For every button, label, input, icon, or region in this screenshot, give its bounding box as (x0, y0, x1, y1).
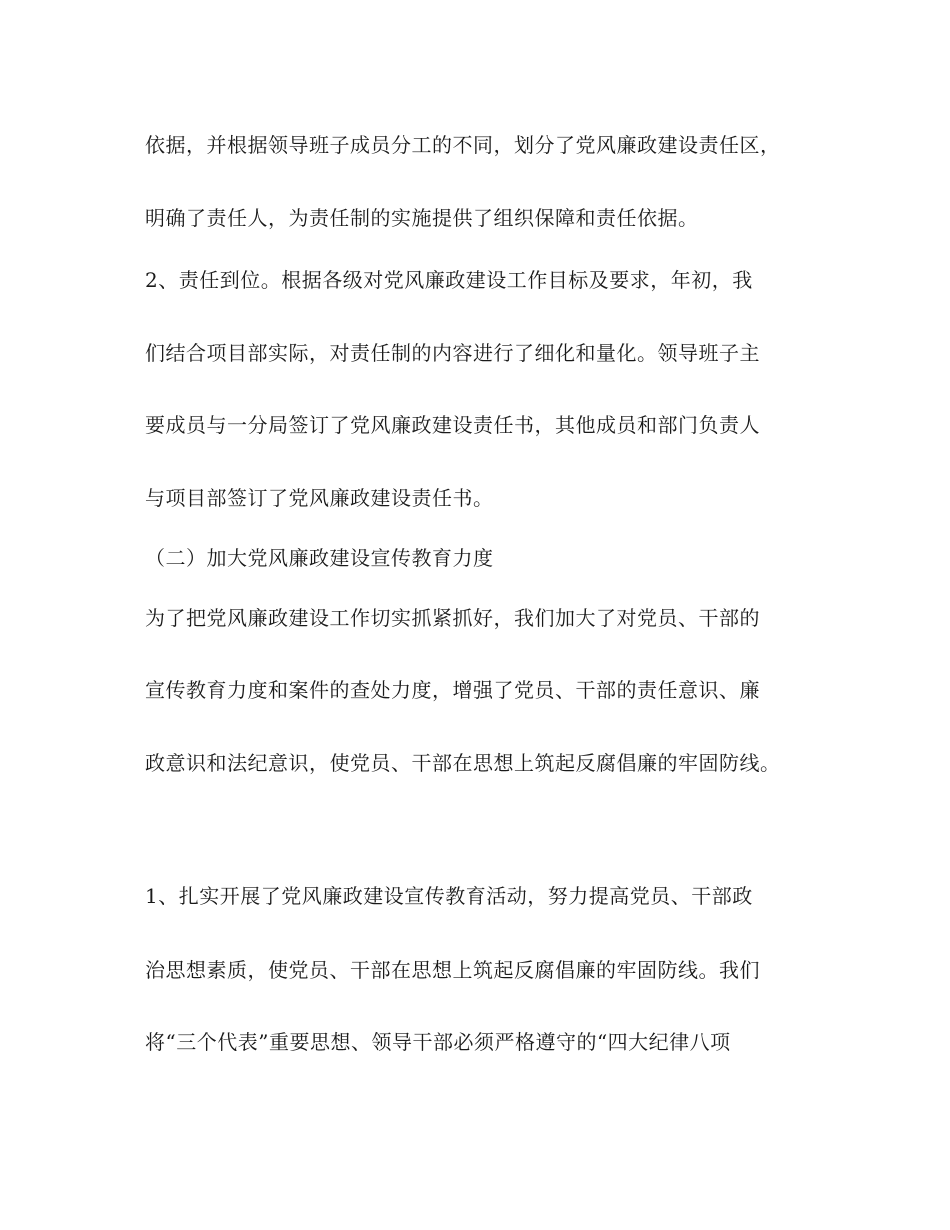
text-line-1: 依据，并根据领导班子成员分工的不同，划分了党风廉政建设责任区， (145, 133, 781, 157)
text-line-11: 1、扎实开展了党风廉政建设宣传教育活动，努力提高党员、干部政 (145, 884, 753, 908)
text-line-6: 与项目部签订了党风廉政建设责任书。 (145, 486, 494, 510)
text-line-3: 2、责任到位。根据各级对党风廉政建设工作目标及要求，年初，我 (145, 268, 753, 292)
text-line-2: 明确了责任人，为责任制的实施提供了组织保障和责任依据。 (145, 206, 699, 230)
text-line-8: 为了把党风廉政建设工作切实抓紧抓好，我们加大了对党员、干部的 (145, 606, 760, 630)
text-line-12: 治思想素质，使党员、干部在思想上筑起反腐倡廉的牢固防线。我们 (145, 958, 760, 982)
text-line-9: 宣传教育力度和案件的查处力度，增强了党员、干部的责任意识、廉 (145, 678, 760, 702)
text-line-5: 要成员与一分局签订了党风廉政建设责任书，其他成员和部门负责人 (145, 413, 760, 437)
text-line-13: 将“三个代表”重要思想、领导干部必须严格遵守的“四大纪律八项 (145, 1030, 731, 1054)
section-heading: （二）加大党风廉政建设宣传教育力度 (145, 546, 494, 570)
text-line-10: 政意识和法纪意识，使党员、干部在思想上筑起反腐倡廉的牢固防线。 (145, 751, 781, 775)
text-line-4: 们结合项目部实际，对责任制的内容进行了细化和量化。领导班子主 (145, 341, 760, 365)
